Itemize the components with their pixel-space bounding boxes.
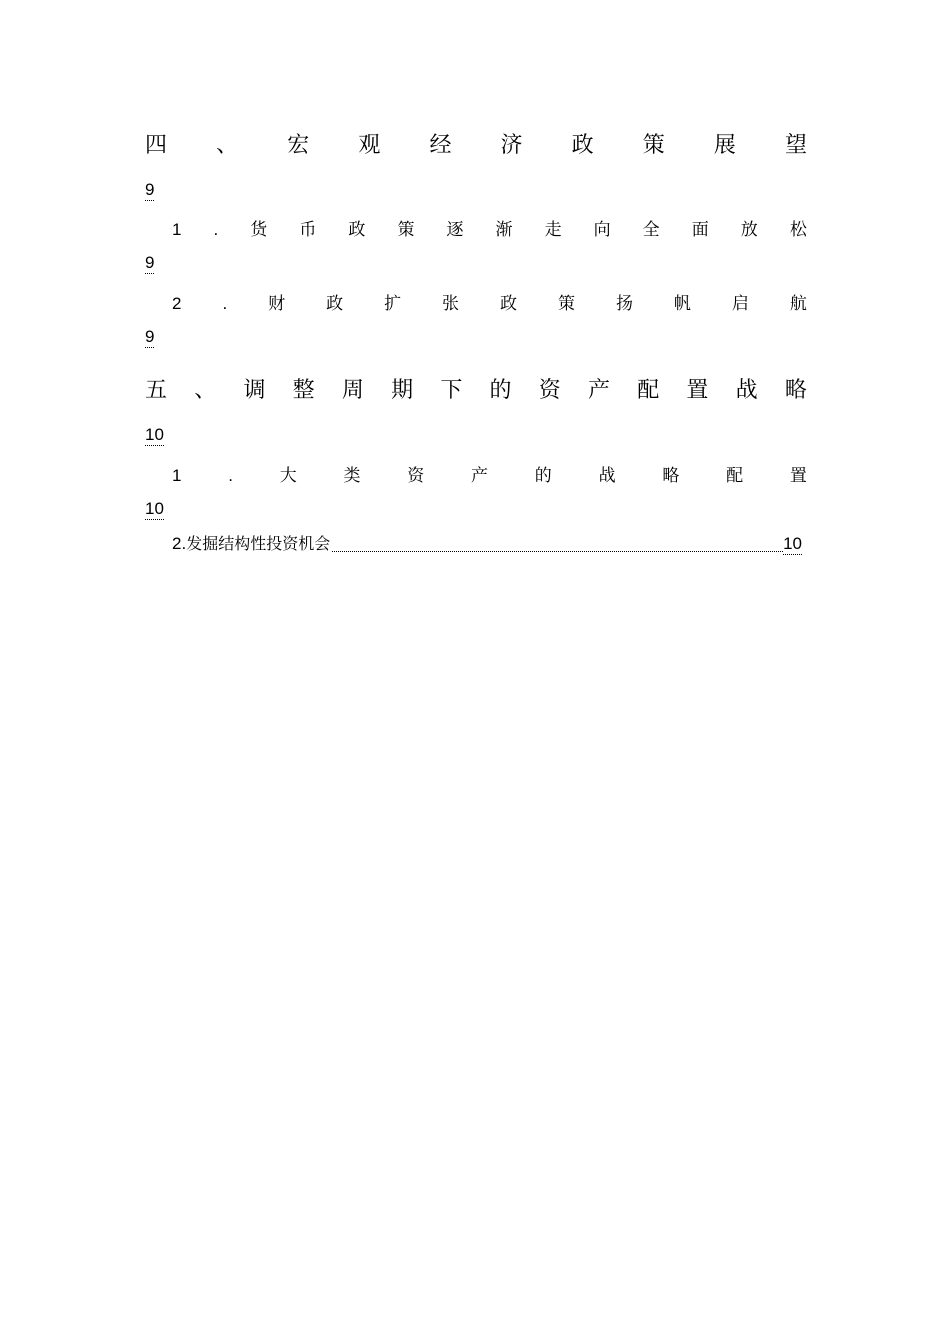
toc-char: 政 xyxy=(500,294,518,314)
toc-char: 大 xyxy=(279,466,297,486)
toc-char: 展 xyxy=(713,133,736,158)
toc-char: 、 xyxy=(194,378,217,403)
toc-char: 宏 xyxy=(287,133,310,158)
toc-char: 航 xyxy=(789,294,807,314)
toc-char: 略 xyxy=(662,466,680,486)
toc-char: 置 xyxy=(686,378,709,403)
toc-char: 战 xyxy=(598,466,616,486)
toc-char: 扩 xyxy=(384,294,402,314)
toc-char: 的 xyxy=(489,378,512,403)
toc-entry-number: 2. xyxy=(172,534,187,553)
toc-char: 放 xyxy=(740,220,758,240)
toc-entry-title[interactable] xyxy=(172,461,807,486)
toc-char: 期 xyxy=(391,378,414,403)
toc-char: 、 xyxy=(216,133,239,158)
toc-char: 走 xyxy=(544,220,562,240)
toc-char: 货 xyxy=(250,220,268,240)
toc-page-number[interactable]: 9 xyxy=(145,327,155,346)
toc-char: . xyxy=(222,294,228,313)
toc-char: 帆 xyxy=(673,294,691,314)
toc-char: 1 xyxy=(172,466,182,485)
toc-char: 逐 xyxy=(446,220,464,240)
toc-char: 四 xyxy=(145,133,168,158)
toc-char: 的 xyxy=(534,466,552,486)
toc-char: 产 xyxy=(587,378,610,403)
toc-entry-title[interactable] xyxy=(145,373,807,404)
toc-char: 下 xyxy=(440,378,463,403)
toc-char: 产 xyxy=(471,466,489,486)
toc-char: 置 xyxy=(789,466,807,486)
toc-char: 向 xyxy=(593,220,611,240)
toc-char: 整 xyxy=(292,378,315,403)
toc-page-number[interactable]: 10 xyxy=(145,425,164,444)
toc-char: 渐 xyxy=(495,220,513,240)
toc-char: 配 xyxy=(726,466,744,486)
toc-char: 面 xyxy=(691,220,709,240)
toc-char: 财 xyxy=(268,294,286,314)
toc-char: 松 xyxy=(789,220,807,240)
toc-entry-title[interactable] xyxy=(172,215,807,240)
toc-char: . xyxy=(213,220,219,239)
toc-entry-title[interactable] xyxy=(145,128,807,159)
toc-entry-text: 发掘结构性投资机会 xyxy=(186,534,331,553)
toc-char: 五 xyxy=(145,378,168,403)
toc-char: 类 xyxy=(343,466,361,486)
toc-char: 张 xyxy=(442,294,460,314)
toc-entry-title[interactable] xyxy=(172,533,802,555)
toc-page-number: 10 xyxy=(783,534,802,553)
toc-page-number[interactable]: 9 xyxy=(145,180,155,199)
toc-char: 配 xyxy=(637,378,660,403)
toc-char: 战 xyxy=(735,378,758,403)
toc-char: 调 xyxy=(243,378,266,403)
toc-char: 策 xyxy=(642,133,665,158)
toc-char: 策 xyxy=(397,220,415,240)
toc-char: 济 xyxy=(500,133,523,158)
toc-page-number[interactable]: 9 xyxy=(145,253,155,272)
toc-char: 扬 xyxy=(615,294,633,314)
toc-char: 经 xyxy=(429,133,452,158)
toc-char: 政 xyxy=(571,133,594,158)
toc-char: 望 xyxy=(784,133,807,158)
toc-char: 政 xyxy=(348,220,366,240)
toc-page-number[interactable]: 10 xyxy=(145,499,164,518)
toc-char: 1 xyxy=(172,220,182,239)
toc-char: 启 xyxy=(731,294,749,314)
toc-entry-title[interactable] xyxy=(172,289,807,314)
toc-char: 资 xyxy=(407,466,425,486)
toc-char: 政 xyxy=(326,294,344,314)
toc-char: 2 xyxy=(172,294,182,313)
toc-char: 周 xyxy=(341,378,364,403)
toc-char: 资 xyxy=(538,378,561,403)
toc-char: 观 xyxy=(358,133,381,158)
toc-dot-leader xyxy=(332,550,783,552)
toc-char: 策 xyxy=(557,294,575,314)
toc-char: . xyxy=(228,466,233,485)
toc-char: 币 xyxy=(299,220,317,240)
toc-char: 全 xyxy=(642,220,660,240)
toc-char: 略 xyxy=(784,378,807,403)
